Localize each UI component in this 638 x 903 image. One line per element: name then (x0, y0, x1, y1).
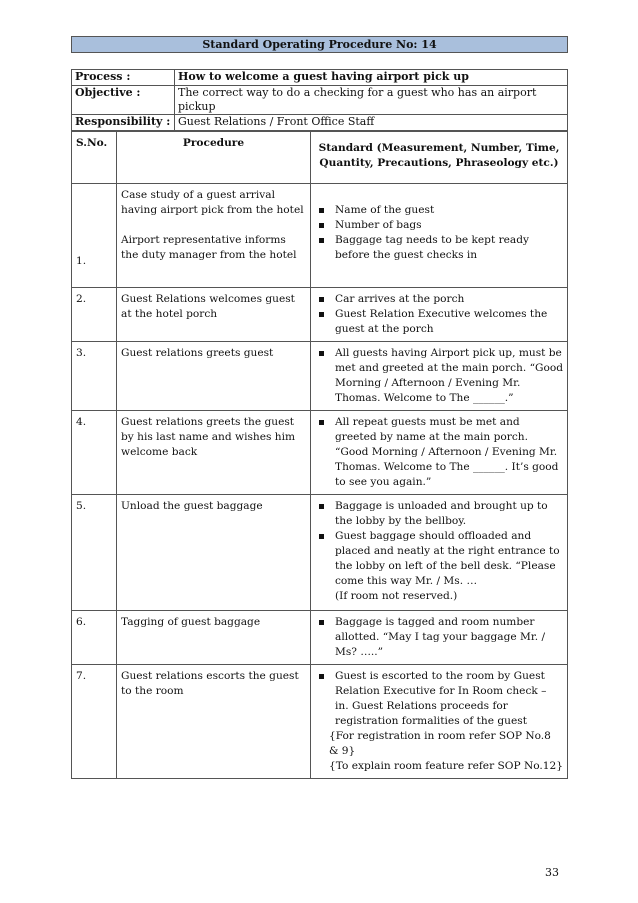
standard-list (315, 615, 563, 660)
table-row (72, 611, 568, 665)
page-number: 33 (545, 866, 559, 879)
procedure-table (71, 131, 568, 779)
standard-list (315, 415, 563, 490)
header-standard: Standard (Measurement, Number, Time, Quantity, Precautions, Phraseology etc.) (311, 132, 568, 184)
procedure-text: Unload the guest baggage (121, 500, 263, 512)
row-sno: 6. (72, 611, 117, 665)
responsibility-value: Guest Relations / Front Office Staff (175, 115, 568, 131)
standard-bullet: Baggage is unloaded and brought up to the lobby by the bellboy. (315, 499, 563, 529)
row-sno: 4. (72, 411, 117, 495)
procedure-text: Guest relations greets guest (121, 347, 274, 359)
procedure-text-secondary: Airport representative informs the duty manager from the hotel (121, 234, 297, 261)
procedure-text: Tagging of guest baggage (121, 616, 261, 628)
standard-bullet: Guest Relation Executive welcomes the guest at the porch (315, 307, 563, 337)
row-standard (311, 665, 568, 779)
info-row-process (72, 70, 568, 86)
row-sno: 5. (72, 495, 117, 611)
standard-bullet: Guest is escorted to the room by Guest Relation Executive for In Room check – in. Guest Relations proceeds for registration formalities of the guest (315, 669, 563, 729)
row-standard (311, 184, 568, 288)
sop-reference: {For registration in room refer SOP No.8 & 9} (329, 730, 551, 757)
row-standard (311, 495, 568, 611)
procedure-text: Guest relations escorts the guest to the room (121, 670, 299, 697)
procedure-text: Guest Relations welcomes guest at the hotel porch (121, 293, 295, 320)
table-row (72, 495, 568, 611)
row-standard (311, 342, 568, 411)
standard-bullet: Number of bags (315, 218, 563, 233)
objective-label: Objective : (72, 86, 175, 115)
header-sno: S.No. (72, 132, 117, 184)
standard-list (315, 292, 563, 337)
row-procedure (117, 495, 311, 611)
process-label: Process : (72, 70, 175, 86)
standard-note: (If room not reserved.) (335, 590, 458, 602)
objective-value: The correct way to do a checking for a guest who has an airport pickup (175, 86, 568, 115)
table-header-row (72, 132, 568, 184)
row-procedure (117, 288, 311, 342)
row-standard (311, 611, 568, 665)
info-row-objective (72, 86, 568, 115)
info-table (71, 69, 568, 131)
standard-list (315, 203, 563, 263)
row-sno: 1. (72, 184, 117, 288)
standard-bullet: Car arrives at the porch (315, 292, 563, 307)
table-row (72, 665, 568, 779)
row-procedure (117, 665, 311, 779)
table-row (72, 288, 568, 342)
row-procedure (117, 342, 311, 411)
row-sno: 2. (72, 288, 117, 342)
table-row (72, 411, 568, 495)
row-standard (311, 411, 568, 495)
table-row (72, 184, 568, 288)
procedure-text: Case study of a guest arrival having airport pick from the hotel (121, 189, 304, 216)
info-row-responsibility (72, 115, 568, 131)
standard-list (315, 499, 563, 589)
row-procedure (117, 184, 311, 288)
standard-bullet: Baggage is tagged and room number allotted. “May I tag your baggage Mr. / Ms? …..” (315, 615, 563, 660)
standard-bullet: Baggage tag needs to be kept ready before the guest checks in (315, 233, 563, 263)
sop-reference: {To explain room feature refer SOP No.12} (329, 760, 563, 772)
row-sno: 7. (72, 665, 117, 779)
sop-title: Standard Operating Procedure No: 14 (71, 36, 568, 53)
standard-list (315, 669, 563, 729)
row-procedure (117, 411, 311, 495)
table-body (72, 184, 568, 779)
row-standard (311, 288, 568, 342)
standard-bullet: Guest baggage should offloaded and placed and neatly at the right entrance to the lobby on left of the bell desk. “Please come this way Mr. / Ms. … (315, 529, 563, 589)
standard-bullet: All repeat guests must be met and greeted by name at the main porch. “Good Morning / Afternoon / Evening Mr. Thomas. Welcome to The ______. It’s good to see you again.” (315, 415, 563, 490)
procedure-text: Guest relations greets the guest by his last name and wishes him welcome back (121, 416, 296, 458)
table-row (72, 342, 568, 411)
standard-bullet: Name of the guest (315, 203, 563, 218)
row-sno: 3. (72, 342, 117, 411)
header-procedure: Procedure (117, 132, 311, 184)
row-procedure (117, 611, 311, 665)
standard-bullet: All guests having Airport pick up, must be met and greeted at the main porch. “Good Morning / Afternoon / Evening Mr. Thomas. Welcome to The ______.” (315, 346, 563, 406)
process-value: How to welcome a guest having airport pick up (175, 70, 568, 86)
standard-list (315, 346, 563, 406)
responsibility-label: Responsibility : (72, 115, 175, 131)
